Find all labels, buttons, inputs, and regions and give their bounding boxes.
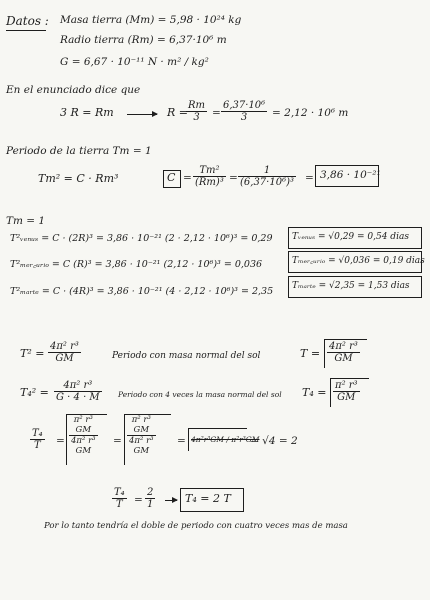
- datos-mass: Masa tierra (Mт) = 5,98 · 10²⁴ kg: [60, 14, 242, 26]
- ratio-d-expression: 4π²r³GM / π²r³GM: [191, 435, 260, 444]
- t-fraction: [327, 341, 360, 364]
- c-fraction-2-denominator: (6,37·10⁶)³: [240, 177, 294, 188]
- r-value-fraction: [221, 100, 267, 123]
- r-equals: R =: [167, 106, 188, 119]
- t4-numerator: 4π² r³: [54, 380, 102, 392]
- datos-radius: Radio tierra (Rт) = 6,37·10⁶ m: [60, 34, 227, 46]
- c-fraction-2: [238, 165, 296, 188]
- r-result: = 2,12 · 10⁶ m: [272, 107, 349, 119]
- final-fraction-2: [145, 487, 155, 510]
- marte-equation: T²ₘₐᵣₜₑ = C · (4R)³ = 3,86 · 10⁻²¹ (4 · 2,12 · 10⁶)³ = 2,35: [10, 286, 274, 297]
- ratio-equals-3: =: [177, 435, 186, 447]
- t2-denominator: GM: [55, 353, 74, 364]
- enunciado-intro: En el enunciado dice que: [6, 84, 141, 96]
- ratio-c-lower-num: 4π² r³: [129, 436, 154, 446]
- periodo-heading: Periodo de la tierra Tт = 1: [6, 145, 152, 157]
- t4-denominator: G · 4 · M: [56, 392, 100, 403]
- result-arrow-icon: [165, 500, 177, 501]
- t4r-numerator: π² r³: [335, 380, 358, 391]
- final-numerator-1: T₄: [114, 487, 125, 498]
- ratio-b-lower-num: 4π² r³: [71, 436, 96, 446]
- t2-description: Periodo con masa normal del sol: [112, 351, 261, 361]
- final-denominator-1: T: [116, 499, 123, 510]
- ratio-c-lower: [127, 436, 156, 456]
- ratio-c-upper-num: π² r³: [131, 415, 151, 425]
- ratio-a-numerator: T₄: [32, 428, 43, 439]
- ratio-b-lower: [69, 436, 98, 456]
- final-result: T₄ = 2 T: [185, 492, 231, 505]
- r-numerator: Rт: [188, 100, 206, 111]
- t2-lhs: T² =: [20, 347, 45, 360]
- venus-result: Tᵥₑₙᵤₛ = √0,29 = 0,54 dias: [292, 232, 409, 242]
- ratio-b-upper-num: π² r³: [73, 415, 93, 425]
- t-lhs: T =: [300, 347, 321, 360]
- final-numerator-2: 2: [147, 487, 154, 498]
- datos-g: G = 6,67 · 10⁻¹¹ N · m² / kg²: [60, 56, 209, 68]
- t4r-lhs: T₄ =: [302, 386, 327, 399]
- t2-numerator: 4π² r³: [50, 341, 79, 352]
- kepler-third-law: Tт² = C · Rт³: [38, 172, 119, 185]
- t-numerator: 4π² r³: [329, 341, 358, 352]
- datos-label: Datos :: [6, 14, 49, 28]
- t4-fraction: [54, 380, 102, 403]
- c-result: 3,86 · 10⁻²¹: [320, 169, 381, 181]
- c-fraction-2-numerator: 1: [238, 165, 296, 177]
- ratio-c-lower-den: GM: [133, 446, 150, 456]
- t4r-fraction: [333, 380, 360, 403]
- t2-fraction: [48, 341, 81, 364]
- ratio-b-fraction: [69, 415, 98, 456]
- ratio-equals-2: =: [113, 435, 122, 447]
- final-equals: =: [134, 494, 143, 506]
- c-fraction-1-numerator: Tт²: [193, 165, 226, 177]
- final-fraction-1: [112, 487, 127, 510]
- conclusion-text: Por lo tanto tendría el doble de periodo con cuatro veces mas de masa: [44, 521, 348, 531]
- ratio-a-denominator: T: [34, 440, 41, 451]
- marte-result: Tₘₐᵣₜₑ = √2,35 = 1,53 dias: [292, 281, 410, 291]
- ratio-c-upper: [127, 415, 156, 436]
- r-value-numerator: 6,37·10⁶: [223, 100, 266, 111]
- right-arrow-icon: [127, 114, 157, 115]
- c-fraction-1-denominator: (Rт)³: [195, 177, 224, 188]
- c-equals-2: =: [229, 172, 238, 184]
- tt-value: Tт = 1: [6, 215, 46, 227]
- ratio-c-fraction: [127, 415, 156, 456]
- t4r-denominator: GM: [337, 392, 356, 403]
- ratio-b-upper: [69, 415, 98, 436]
- ratio-equals-1: =: [56, 435, 65, 447]
- ratio-c-upper-den: GM: [133, 425, 150, 435]
- r-value-denominator: 3: [240, 112, 248, 123]
- mercurio-result: Tₘₑᵣ꜀ᵤᵣᵢₒ = √0,036 = 0,19 dias: [292, 256, 425, 266]
- t4-description: Periodo con 4 veces la masa normal del sol: [118, 390, 282, 399]
- final-denominator-2: 1: [147, 499, 154, 510]
- t4-lhs: T₄² =: [20, 386, 49, 399]
- r-equals-2: =: [212, 107, 221, 119]
- ratio-result: = √4 = 2: [250, 435, 298, 447]
- c-label: C: [167, 171, 176, 184]
- r-fraction: [186, 100, 207, 123]
- t-denominator: GM: [334, 353, 353, 364]
- enunciado-relation: 3 R = Rт: [60, 106, 114, 119]
- c-equals-3: =: [305, 172, 314, 184]
- ratio-b-upper-den: GM: [75, 425, 92, 435]
- r-denominator: 3: [193, 112, 200, 123]
- datos-underline: [6, 30, 46, 31]
- ratio-b-lower-den: GM: [75, 446, 92, 456]
- c-fraction-1: [193, 165, 226, 188]
- c-equals-1: =: [183, 172, 192, 184]
- venus-equation: T²ᵥₑₙᵤₛ = C · (2R)³ = 3,86 · 10⁻²¹ (2 · 2,12 · 10⁶)³ = 0,29: [10, 233, 273, 244]
- mercurio-equation: T²ₘₑᵣ꜀ᵤᵣᵢₒ = C (R)³ = 3,86 · 10⁻²¹ (2,12 · 10⁶)³ = 0,036: [10, 259, 263, 270]
- ratio-a-fraction: [30, 428, 45, 451]
